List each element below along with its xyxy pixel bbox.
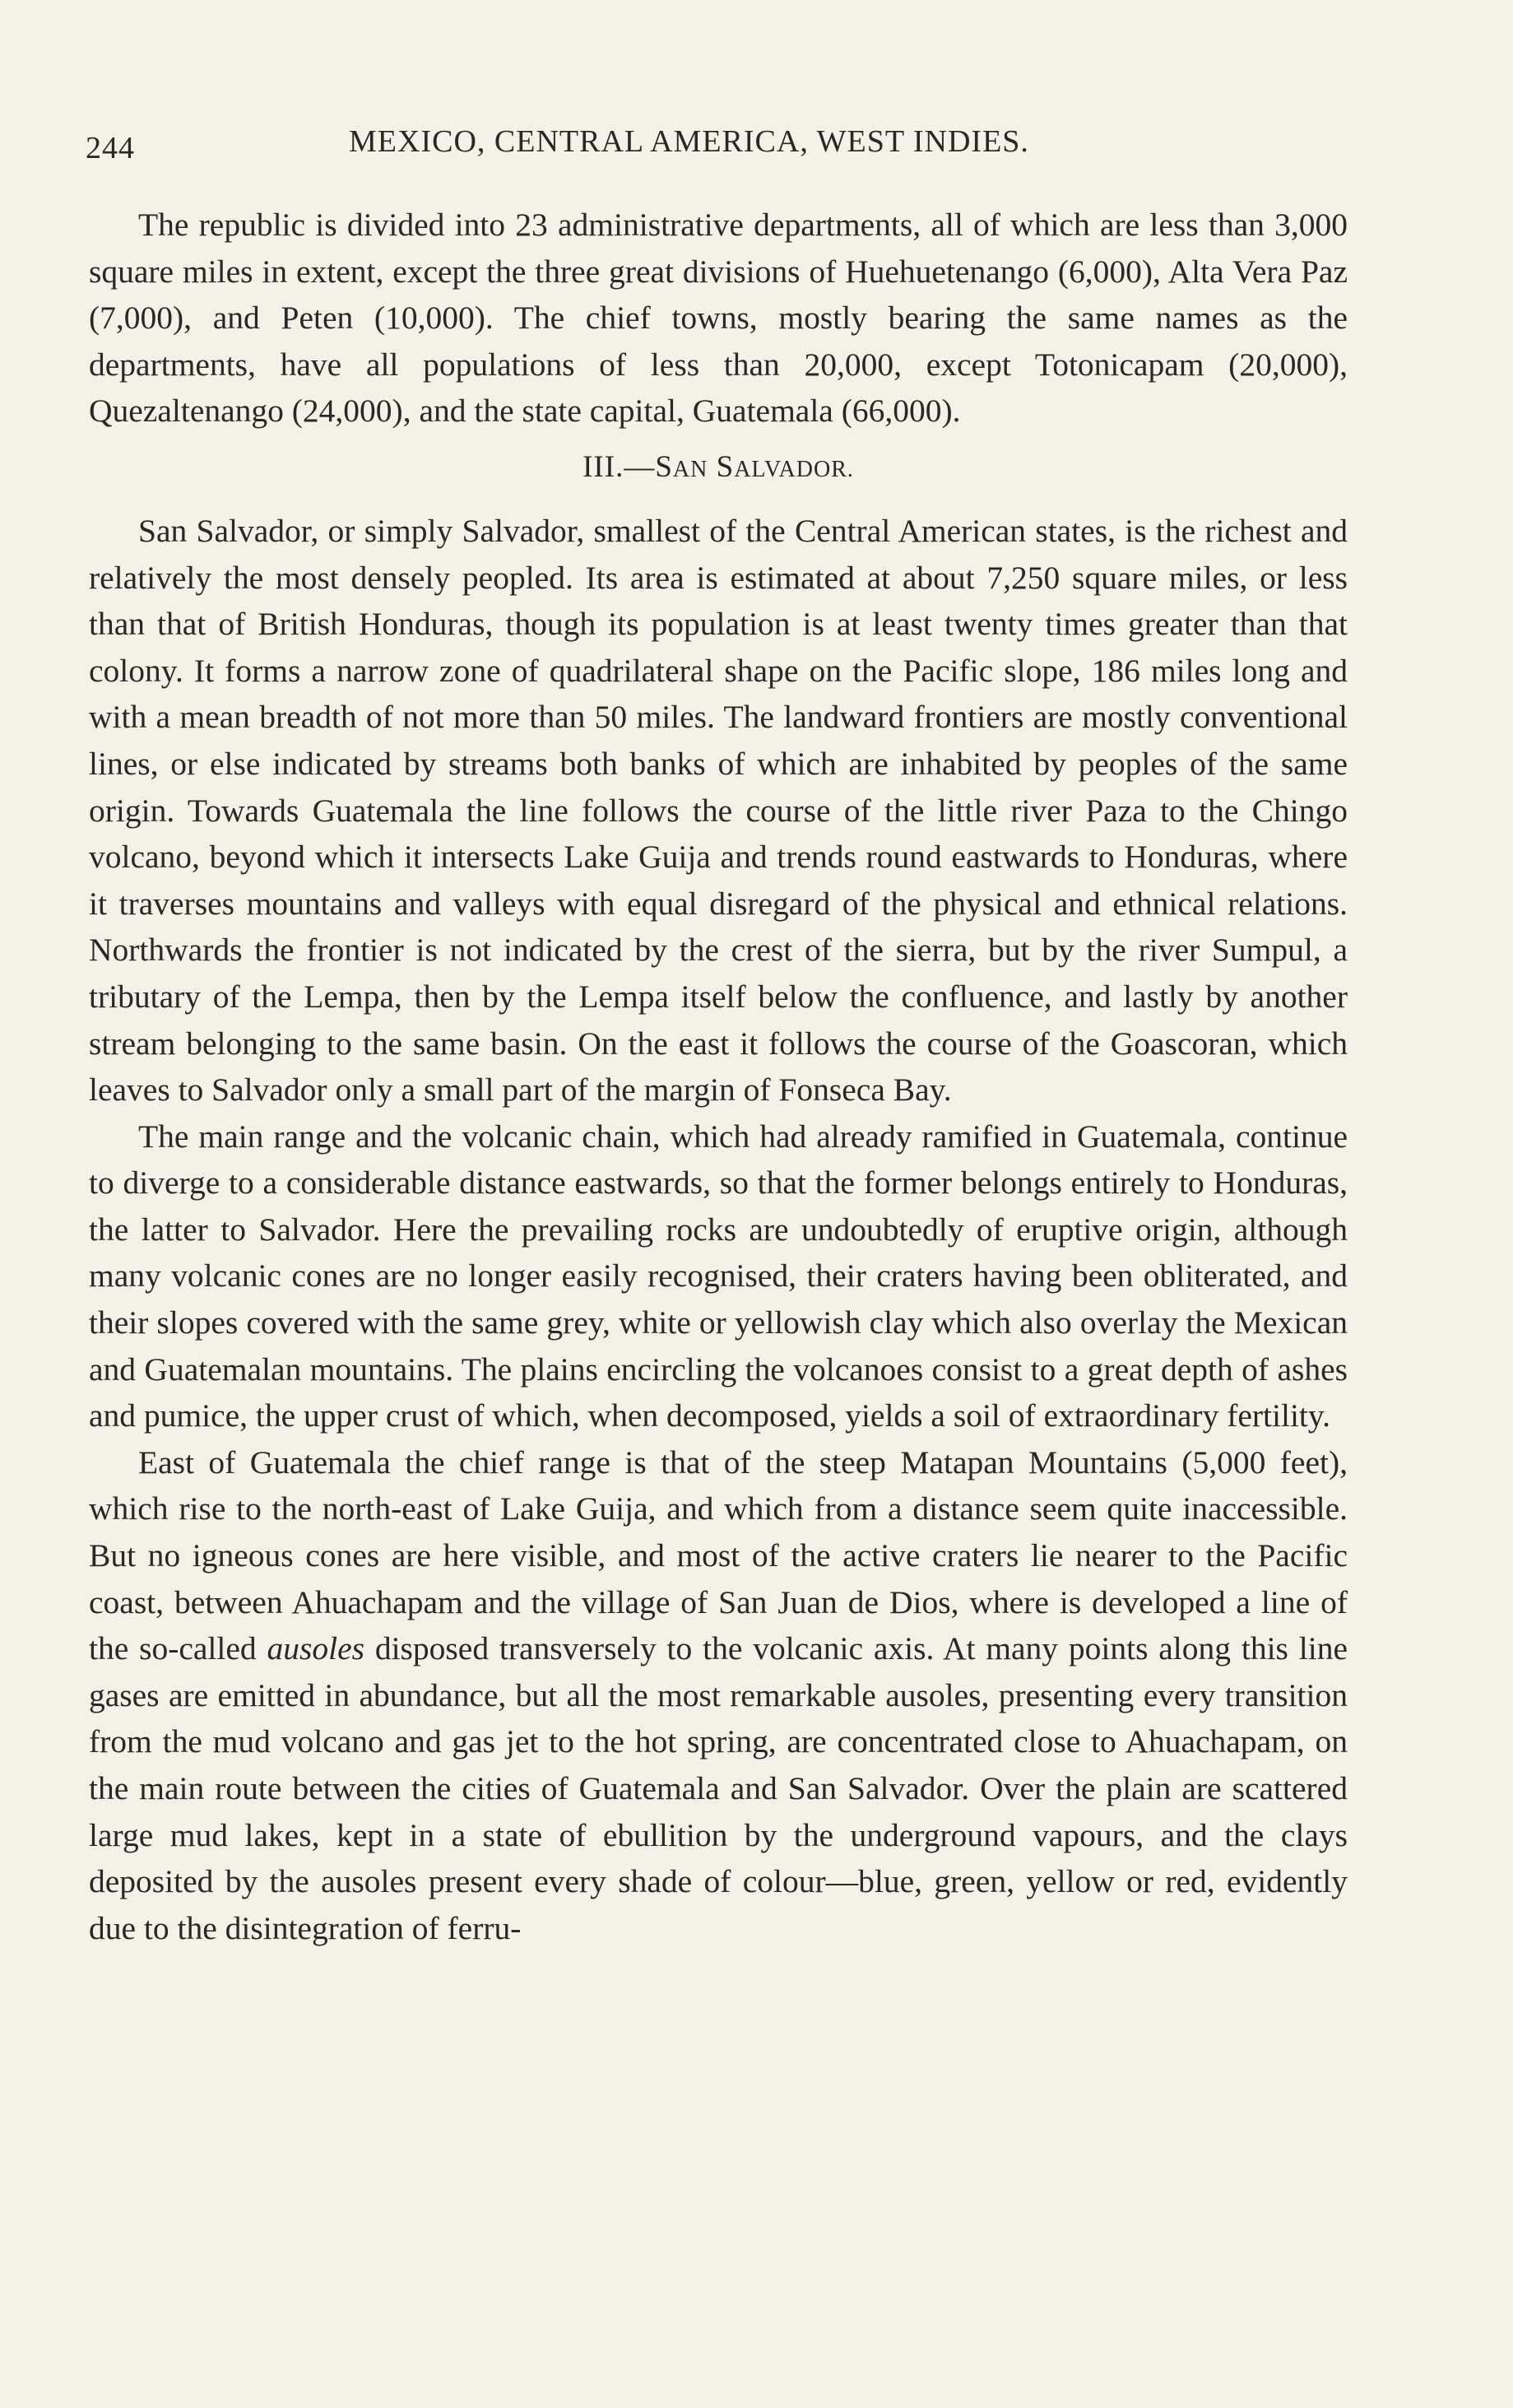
running-title: MEXICO, CENTRAL AMERICA, WEST INDIES. bbox=[349, 124, 1029, 159]
section-title-rest-1: AN bbox=[672, 456, 708, 482]
running-head bbox=[86, 123, 1353, 173]
paragraph-matapan-part-2: disposed transversely to the volcanic axis. At many points along this line gases are emitted in abundance, but all the most remarkable ausoles, presenting every transition from the mud volcano and gas jet to the hot spring, are concentrated close to Ahuachapam, on the main route between the cities of Guatemala and San Salvador. Over the plain are scattered large mud lakes, kept in a state of ebullition by the underground vapours, and the clays deposited by the ausoles present every shade of colour—blue, green, yellow or red, evidently due to the disintegration of ferru- bbox=[89, 1630, 1348, 1946]
paragraph-departments: The republic is divided into 23 administrative departments, all of which are less than 3,000 square miles in extent, except the three great divisions of Huehuetenango (6,000), Alta Vera Paz (7,000), and Peten (10,000). The chief towns, mostly bearing the same names as the departments, have all populations of less than 20,000, except Totonicapam (20,000), Quezaltenango (24,000), and the state capital, Guatemala (66,000). bbox=[89, 207, 1348, 430]
page-number: 244 bbox=[86, 131, 135, 165]
body-text bbox=[89, 202, 1348, 1951]
paragraph-volcanic-chain: The main range and the volcanic chain, which had already ramified in Guatemala, continue to diverge to a considerable distance eastwards, so that the former belongs entirely to Honduras, the latter to Salvador. Here the prevailing rocks are undoubtedly of eruptive origin, although many volcanic cones are no longer easily recognised, their craters having been obliterated, and their slopes covered with the same grey, white or yellowish clay which also overlay the Mexican and Guatemalan mountains. The plains encircling the volcanoes consist to a great depth of ashes and pumice, the upper crust of which, when decomposed, yields a soil of extraordinary fertility. bbox=[89, 1118, 1348, 1434]
section-title-initial-2: S bbox=[716, 449, 735, 484]
paragraph-matapan-part-1: East of Guatemala the chief range is that of the steep Matapan Mountains (5,000 feet), which rise to the north-east of Lake Guija, and which from a distance seem quite inaccessible. But no igneous cones are here visible, and most of the active craters lie nearer to the Pacific coast, between Ahuachapam and the village of San Juan de Dios, where is developed a line of the so-called bbox=[89, 1443, 1348, 1667]
section-numeral: III.— bbox=[582, 449, 656, 484]
section-heading bbox=[89, 444, 1348, 493]
paragraph-san-salvador: San Salvador, or simply Salvador, smallest of the Central American states, is the richest and relatively the most densely peopled. Its area is estimated at about 7,250 square miles, or less than that of British Honduras, though its population is at least twenty times greater than that colony. It forms a narrow zone of quadrilateral shape on the Pacific slope, 186 miles long and with a mean breadth of not more than 50 miles. The landward frontiers are mostly conventional lines, or else indicated by streams both banks of which are inhabited by peoples of the same origin. Towards Guatemala the line follows the course of the little river Paza to the Chingo volcano, beyond which it intersects Lake Guija and trends round eastwards to Honduras, where it traverses mountains and valleys with equal disregard of the physical and ethnical relations. Northwards the frontier is not indicated by the crest of the sierra, but by the river Sumpul, a tributary of the Lempa, then by the Lempa itself below the confluence, and lastly by another stream belonging to the same basin. On the east it follows the course of the Goascoran, which leaves to Salvador only a small part of the margin of Fonseca Bay. bbox=[89, 512, 1348, 1109]
italic-term-ausoles: ausoles bbox=[267, 1630, 364, 1667]
paragraph-matapan bbox=[89, 1439, 1348, 1952]
section-title-rest-2: ALVADOR. bbox=[734, 456, 854, 482]
section-title-initial-1: S bbox=[655, 449, 673, 484]
